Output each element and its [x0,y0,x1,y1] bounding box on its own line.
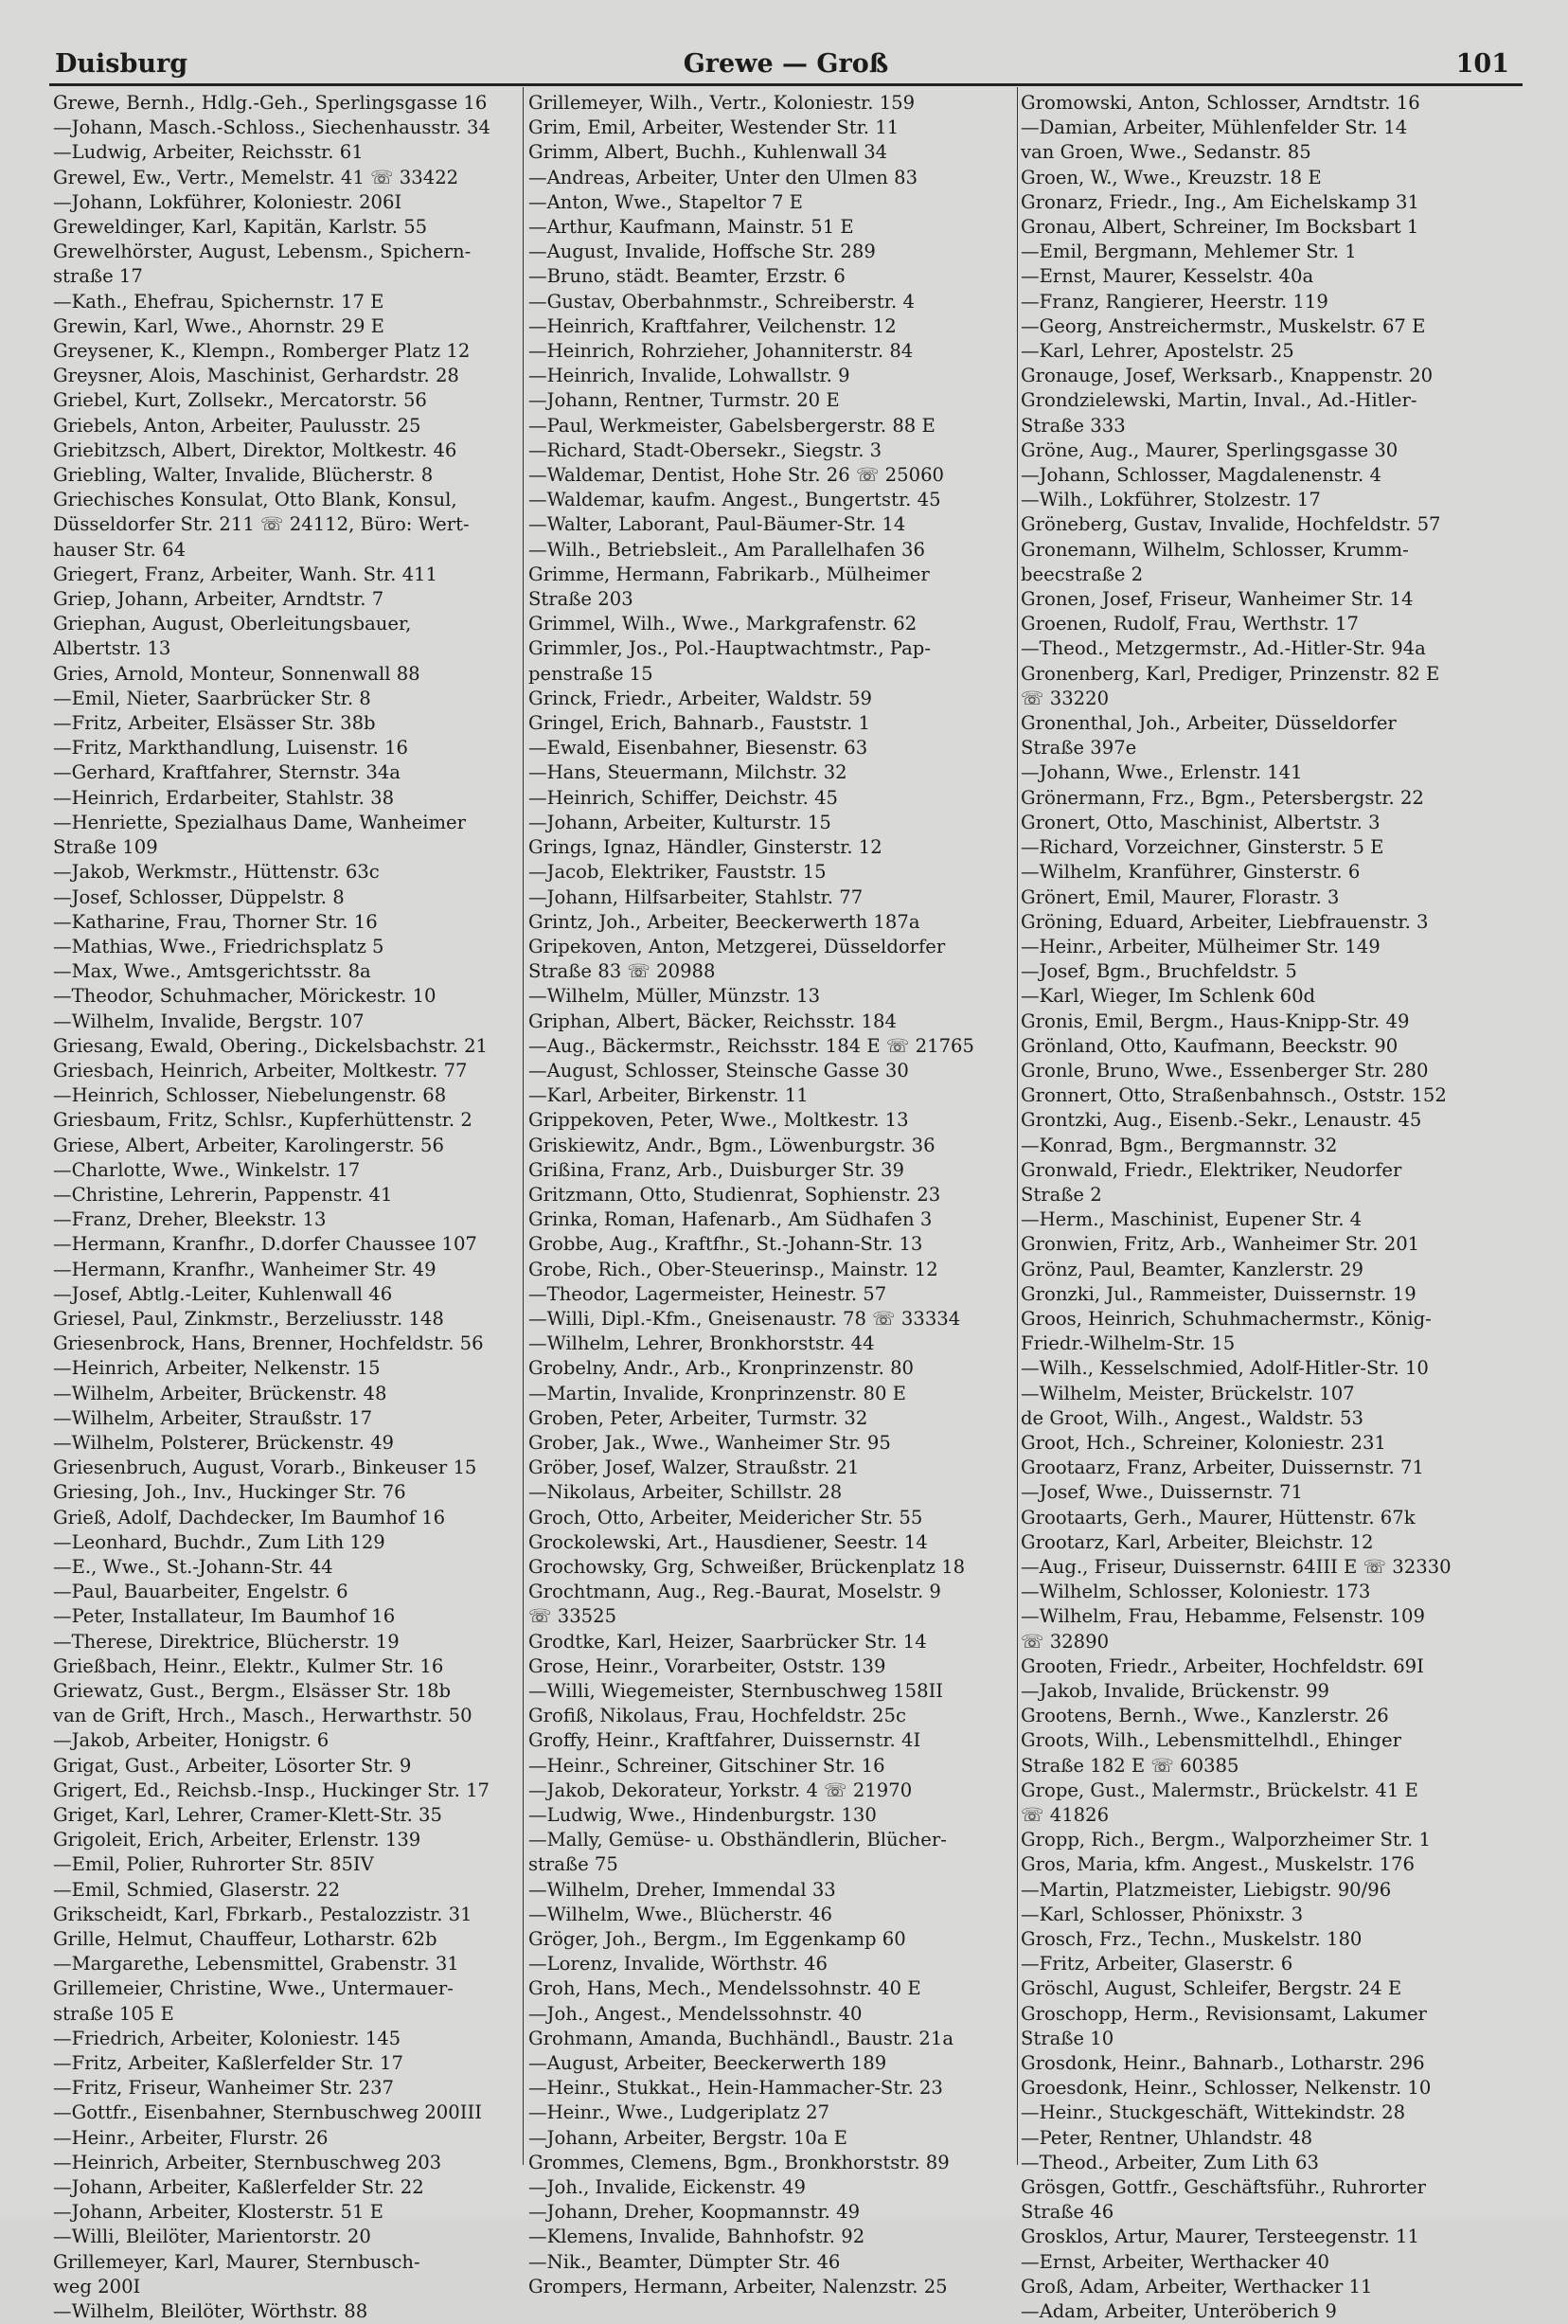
directory-entry: Grewe, Bernh., Hdlg.-Geh., Sperlingsgasse 16 [53,92,488,114]
directory-entry: —Fritz, Arbeiter, Glaserstr. 6 [1021,1953,1293,1975]
directory-entry: —Wilhelm, Lehrer, Bronkhorststr. 44 [528,1332,875,1355]
directory-entry: Grose, Heinr., Vorarbeiter, Oststr. 139 [528,1654,886,1677]
directory-entry: —Peter, Installateur, Im Baumhof 16 [53,1605,396,1628]
directory-entry: —Ernst, Arbeiter, Werthacker 40 [1021,2250,1329,2273]
directory-entry: Grieß, Adolf, Dachdecker, Im Baumhof 16 [53,1506,446,1528]
directory-entry: Grope, Gust., Malermstr., Brückelstr. 41 E [1021,1779,1418,1801]
directory-entry: Gronemann, Wilhelm, Schlosser, Krumm- [1021,538,1409,561]
directory-entry: Griskiewitz, Andr., Bgm., Löwenburgstr. 36 [528,1134,935,1156]
directory-entry: penstraße 15 [528,662,653,685]
directory-entry: —E., Wwe., St.-Johann-Str. 44 [53,1555,333,1578]
directory-entry: Gronnert, Otto, Straßenbahnsch., Oststr. 152 [1021,1084,1447,1107]
directory-entry: —Gustav, Oberbahnmstr., Schreiberstr. 4 [528,290,915,313]
directory-entry: Grootaarts, Gerh., Maurer, Hüttenstr. 67k [1021,1506,1416,1528]
directory-entry: Grofiß, Nikolaus, Frau, Hochfeldstr. 25c [528,1705,906,1727]
directory-entry: —Hermann, Kranfhr., D.dorfer Chaussee 107 [53,1233,477,1256]
column-divider [1017,87,1018,2165]
directory-entry: Groß, Adam, Arbeiter, Werthacker 11 [1021,2275,1373,2297]
directory-entry: Griebitzsch, Albert, Direktor, Moltkestr. 46 [53,438,457,461]
directory-entry: Grobbe, Aug., Kraftfhr., St.-Johann-Str. 13 [528,1233,923,1256]
directory-entry: —August, Schlosser, Steinsche Gasse 30 [528,1059,909,1082]
directory-entry: —Karl, Lehrer, Apostelstr. 25 [1021,340,1294,363]
directory-entry: Grewel, Ew., Vertr., Memelstr. 41 ☏ 33422 [53,166,459,188]
directory-entry: Grobe, Rich., Ober-Steuerinsp., Mainstr. 12 [528,1258,938,1280]
directory-entry: ☏ 41826 [1021,1804,1110,1827]
directory-entry: —Heinrich, Erdarbeiter, Stahlstr. 38 [53,786,395,809]
directory-entry: —Paul, Bauarbeiter, Engelstr. 6 [53,1581,348,1603]
directory-entry: Gronau, Albert, Schreiner, Im Bocksbart 1 [1021,216,1419,239]
directory-entry: Grootens, Bernh., Wwe., Kanzlerstr. 26 [1021,1705,1389,1727]
directory-entry: Gronen, Josef, Friseur, Wanheimer Str. 14 [1021,588,1414,611]
directory-entry: Groenen, Rudolf, Frau, Werthstr. 17 [1021,613,1359,635]
directory-entry: —Andreas, Arbeiter, Unter den Ulmen 83 [528,166,918,188]
directory-entry: Grosdonk, Heinr., Bahnarb., Lotharstr. 296 [1021,2052,1425,2075]
directory-entry: Grillemeyer, Karl, Maurer, Sternbusch- [53,2250,420,2273]
directory-entry: —Johann, Masch.-Schloss., Siechenhausstr. 34 [53,116,490,139]
directory-entry: Griegert, Franz, Arbeiter, Wanh. Str. 411 [53,563,437,585]
directory-entry: —Willi, Bleilöter, Marientorstr. 20 [53,2226,371,2248]
directory-entry: Griesbaum, Fritz, Schlsr., Kupferhüttenstr. 2 [53,1109,472,1132]
directory-entry: —Martin, Platzmeister, Liebigstr. 90/96 [1021,1878,1392,1901]
directory-entry: Grimme, Hermann, Fabrikarb., Mülheimer [528,563,930,585]
directory-entry: Grosklos, Artur, Maurer, Tersteegenstr. 11 [1021,2226,1419,2248]
directory-entry: Straße 203 [528,588,633,611]
page-header [49,47,1523,85]
directory-entry: —Wilhelm, Kranführer, Ginsterstr. 6 [1021,861,1361,884]
directory-entry: —Johann, Arbeiter, Bergstr. 10a E [528,2126,847,2149]
directory-entry: —Jacob, Elektriker, Fauststr. 15 [528,861,827,884]
directory-entry: —Theodor, Lagermeister, Heinestr. 57 [528,1282,887,1305]
directory-entry: Straße 182 E ☏ 60385 [1021,1754,1239,1777]
directory-entry: —Wilh., Kesselschmied, Adolf-Hitler-Str. 10 [1021,1357,1429,1380]
directory-entry: Straße 109 [53,836,158,859]
directory-entry: —Joh., Invalide, Eickenstr. 49 [528,2176,806,2199]
directory-entry: de Groot, Wilh., Angest., Waldstr. 53 [1021,1406,1363,1429]
directory-entry: —Nik., Beamter, Dümpter Str. 46 [528,2250,841,2273]
directory-entry: —Wilhelm, Bleilöter, Wörthstr. 88 [53,2300,368,2323]
directory-entry: —Therese, Direktrice, Blücherstr. 19 [53,1630,400,1653]
header-city: Duisburg [55,49,188,79]
directory-entry: Grillemeier, Christine, Wwe., Untermauer- [53,1977,454,2000]
directory-entry: —Emil, Bergmann, Mehlemer Str. 1 [1021,241,1357,263]
directory-entry: Grille, Helmut, Chauffeur, Lotharstr. 62b [53,1928,437,1951]
directory-entry: —Karl, Wieger, Im Schlenk 60d [1021,985,1316,1008]
directory-entry: Grommes, Clemens, Bgm., Bronkhorststr. 89 [528,2151,950,2173]
directory-entry: —Heinr., Stukkat., Hein-Hammacher-Str. 23 [528,2077,943,2100]
directory-entry: —Wilhelm, Müller, Münzstr. 13 [528,985,821,1008]
directory-entry: Griesbach, Heinrich, Arbeiter, Moltkestr. 77 [53,1059,468,1082]
directory-entry: Grillemeyer, Wilh., Vertr., Koloniestr. 159 [528,92,916,114]
directory-entry: Griebels, Anton, Arbeiter, Paulusstr. 25 [53,414,421,437]
directory-entry: —Herm., Maschinist, Eupener Str. 4 [1021,1208,1363,1231]
directory-entry: Griep, Johann, Arbeiter, Arndtstr. 7 [53,588,384,611]
directory-entry: Gröneberg, Gustav, Invalide, Hochfeldstr. 57 [1021,513,1441,536]
directory-entry: Grootaarz, Franz, Arbeiter, Duissernstr. 71 [1021,1457,1424,1479]
directory-entry: —Gerhard, Kraftfahrer, Sternstr. 34a [53,761,401,784]
directory-entry: —Martin, Invalide, Kronprinzenstr. 80 E [528,1382,906,1404]
directory-entry: —Johann, Hilfsarbeiter, Stahlstr. 77 [528,885,864,908]
directory-entry: —Mally, Gemüse- u. Obsthändlerin, Blücher- [528,1829,947,1851]
directory-entry: —Konrad, Bgm., Bergmannstr. 32 [1021,1134,1338,1156]
directory-entry: Straße 10 [1021,2027,1114,2049]
directory-entry: —Wilhelm, Frau, Hebamme, Felsenstr. 109 [1021,1605,1425,1628]
directory-entry: Grim, Emil, Arbeiter, Westender Str. 11 [528,116,900,139]
directory-entry: Greysener, K., Klempn., Romberger Platz 12 [53,340,471,363]
directory-entry: —Aug., Bäckermstr., Reichsstr. 184 E ☏ 21765 [528,1034,974,1057]
directory-entry: —Heinrich, Rohrzieher, Johanniterstr. 84 [528,340,914,363]
directory-entry: —Heinr., Schreiner, Gitschiner Str. 16 [528,1754,885,1777]
directory-entry: Gronzki, Jul., Rammeister, Duissernstr. 19 [1021,1282,1417,1305]
directory-entry: —Hans, Steuermann, Milchstr. 32 [528,761,847,784]
column-1 [53,91,553,2324]
directory-entry: Gros, Maria, kfm. Angest., Muskelstr. 176 [1021,1853,1415,1876]
directory-entry: Grigoleit, Erich, Arbeiter, Erlenstr. 139 [53,1829,421,1851]
directory-entry: Groh, Hans, Mech., Mendelssohnstr. 40 E [528,1977,921,2000]
directory-entry: —Henriette, Spezialhaus Dame, Wanheimer [53,811,467,833]
directory-entry: —Johann, Dreher, Koopmannstr. 49 [528,2201,861,2224]
directory-entry: —Heinr., Arbeiter, Mülheimer Str. 149 [1021,935,1381,957]
directory-entry: Straße 2 [1021,1183,1102,1206]
directory-entry: Griese, Albert, Arbeiter, Karolingerstr. 56 [53,1134,444,1156]
directory-entry: —Adam, Arbeiter, Unteröberich 9 [1021,2300,1337,2323]
directory-entry: Groch, Otto, Arbeiter, Meidericher Str. 55 [528,1506,923,1528]
directory-entry: Gröning, Eduard, Arbeiter, Liebfrauenstr. 3 [1021,910,1429,933]
directory-entry: —Josef, Schlosser, Düppelstr. 8 [53,885,345,908]
directory-entry: Griewatz, Gust., Bergm., Elsässer Str. 18b [53,1680,452,1702]
directory-entry: Griesing, Joh., Inv., Huckinger Str. 76 [53,1481,406,1504]
directory-entry: Grockolewski, Art., Hausdiener, Seestr. 14 [528,1530,928,1553]
directory-entry: Grönermann, Frz., Bgm., Petersbergstr. 22 [1021,786,1424,809]
directory-entry: Griget, Karl, Lehrer, Cramer-Klett-Str. 35 [53,1804,442,1827]
directory-entry: —Fritz, Arbeiter, Elsässer Str. 38b [53,712,376,735]
directory-entry: Gronarz, Friedr., Ing., Am Eichelskamp 31 [1021,190,1419,213]
directory-entry: —Gottfr., Eisenbahner, Sternbuschweg 200III [53,2101,482,2124]
directory-entry: —Ewald, Eisenbahner, Biesenstr. 63 [528,737,868,760]
directory-entry: Friedr.-Wilhelm-Str. 15 [1021,1332,1236,1355]
directory-entry: Griechisches Konsulat, Otto Blank, Konsul, [53,489,457,511]
directory-entry: —Margarethe, Lebensmittel, Grabenstr. 31 [53,1953,459,1975]
directory-entry: Gromowski, Anton, Schlosser, Arndtstr. 16 [1021,92,1420,114]
directory-entry: Grosch, Frz., Techn., Muskelstr. 180 [1021,1928,1363,1951]
directory-entry: ☏ 33525 [528,1605,617,1628]
directory-entry: Gronenthal, Joh., Arbeiter, Düsseldorfer [1021,712,1397,735]
directory-entry: —Theod., Metzgermstr., Ad.-Hitler-Str. 94a [1021,637,1426,660]
directory-entry: Grohmann, Amanda, Buchhändl., Baustr. 21a [528,2027,954,2049]
directory-entry: Grooten, Friedr., Arbeiter, Hochfeldstr. 69I [1021,1654,1424,1677]
directory-entry: Grinck, Friedr., Arbeiter, Waldstr. 59 [528,687,872,709]
directory-entry: —Wilhelm, Wwe., Blücherstr. 46 [528,1903,832,1925]
directory-entry: Grontzki, Aug., Eisenb.-Sekr., Lenaustr. 45 [1021,1109,1422,1132]
directory-entry: —Heinrich, Kraftfahrer, Veilchenstr. 12 [528,314,897,337]
directory-entry: —Friedrich, Arbeiter, Koloniestr. 145 [53,2027,401,2049]
directory-entry: straße 17 [53,265,143,288]
directory-entry: Grompers, Hermann, Arbeiter, Nalenzstr. 25 [528,2275,948,2297]
directory-entry: Griesel, Paul, Zinkmstr., Berzeliusstr. 148 [53,1307,444,1330]
directory-entry: Gröber, Josef, Walzer, Straußstr. 21 [528,1457,860,1479]
directory-entry: —Aug., Friseur, Duissernstr. 64III E ☏ 32330 [1021,1555,1452,1578]
directory-entry: —Waldemar, kaufm. Angest., Bungertstr. 45 [528,489,941,511]
directory-entry: Straße 46 [1021,2201,1114,2224]
directory-entry: —Heinr., Wwe., Ludgeriplatz 27 [528,2101,830,2124]
directory-entry: Straße 333 [1021,414,1126,437]
directory-entry: —Katharine, Frau, Thorner Str. 16 [53,910,378,933]
directory-entry: Groot, Hch., Schreiner, Koloniestr. 231 [1021,1431,1386,1454]
column-divider [523,87,524,2165]
directory-entry: —Johann, Rentner, Turmstr. 20 E [528,389,840,412]
directory-entry: Griebling, Walter, Invalide, Blücherstr. 8 [53,464,434,487]
directory-entry: —Fritz, Markthandlung, Luisenstr. 16 [53,737,408,760]
directory-entry: —Arthur, Kaufmann, Mainstr. 51 E [528,216,854,239]
directory-entry: weg 200I [53,2275,141,2297]
directory-entry: Gronwien, Fritz, Arb., Wanheimer Str. 201 [1021,1233,1420,1256]
directory-entry: Grießbach, Heinr., Elektr., Kulmer Str. 16 [53,1654,444,1677]
directory-entry: —Heinrich, Arbeiter, Nelkenstr. 15 [53,1357,381,1380]
column-3 [1021,91,1523,2324]
directory-entry: Grippekoven, Peter, Wwe., Moltkestr. 13 [528,1109,909,1132]
directory-entry: —Bruno, städt. Beamter, Erzstr. 6 [528,265,846,288]
directory-entry: Grönz, Paul, Beamter, Kanzlerstr. 29 [1021,1258,1363,1280]
directory-entry: Gronle, Bruno, Wwe., Essenberger Str. 280 [1021,1059,1429,1082]
directory-entry: Groffy, Heinr., Kraftfahrer, Duissernstr. 4I [528,1729,921,1752]
directory-entry: Grimm, Albert, Buchh., Kuhlenwall 34 [528,141,888,164]
header-range: Grewe — Groß [683,49,889,79]
directory-entry: straße 105 E [53,2002,174,2025]
directory-entry: Grikscheidt, Karl, Fbrkarb., Pestalozzistr. 31 [53,1903,472,1925]
directory-entry: —Franz, Rangierer, Heerstr. 119 [1021,290,1328,313]
directory-entry: —Willi, Wiegemeister, Sternbuschweg 158II [528,1680,944,1702]
directory-entry: —Wilhelm, Polsterer, Brückenstr. 49 [53,1431,395,1454]
directory-entry: Grondzielewski, Martin, Inval., Ad.-Hitler- [1021,389,1417,412]
directory-entry: —Theodor, Schuhmacher, Mörickestr. 10 [53,985,437,1008]
directory-entry: —Richard, Vorzeichner, Ginsterstr. 5 E [1021,836,1384,859]
directory-entry: Grodtke, Karl, Heizer, Saarbrücker Str. 14 [528,1630,927,1653]
directory-entry: —Johann, Wwe., Erlenstr. 141 [1021,761,1303,784]
directory-entry: —Jakob, Werkmstr., Hüttenstr. 63c [53,861,380,884]
directory-entry: Groots, Wilh., Lebensmittelhdl., Ehinger [1021,1729,1401,1752]
directory-entry: —Johann, Arbeiter, Kulturstr. 15 [528,811,831,833]
column-2 [528,91,1030,2299]
directory-entry: —Karl, Arbeiter, Birkenstr. 11 [528,1084,809,1107]
directory-entry: Gronert, Otto, Maschinist, Albertstr. 3 [1021,811,1381,833]
directory-entry: Straße 397e [1021,737,1137,760]
directory-entry: —Wilhelm, Schlosser, Koloniestr. 173 [1021,1581,1371,1603]
directory-entry: —Jakob, Arbeiter, Honigstr. 6 [53,1729,330,1752]
directory-entry: —Jakob, Dekorateur, Yorkstr. 4 ☏ 21970 [528,1779,913,1801]
directory-entry: Griesang, Ewald, Obering., Dickelsbachstr. 21 [53,1034,489,1057]
directory-entry: —Georg, Anstreichermstr., Muskelstr. 67 E [1021,314,1426,337]
directory-entry: Gröger, Joh., Bergm., Im Eggenkamp 60 [528,1928,906,1951]
directory-entry: —Damian, Arbeiter, Mühlenfelder Str. 14 [1021,116,1408,139]
header-rule [49,83,1523,86]
directory-entry: Greweldinger, Karl, Kapitän, Karlstr. 55 [53,216,428,239]
directory-entry: beecstraße 2 [1021,563,1144,585]
directory-entry: Groesdonk, Heinr., Schlosser, Nelkenstr. 10 [1021,2077,1432,2100]
directory-entry: —Richard, Stadt-Obersekr., Siegstr. 3 [528,438,882,461]
directory-entry: Albertstr. 13 [53,637,171,660]
directory-entry: Grimmler, Jos., Pol.-Hauptwachtmstr., Pap- [528,637,931,660]
directory-entry: Grootarz, Karl, Arbeiter, Bleichstr. 12 [1021,1530,1374,1553]
directory-entry: —Heinrich, Schlosser, Niebelungenstr. 68 [53,1084,447,1107]
directory-entry: —Klemens, Invalide, Bahnhofstr. 92 [528,2226,865,2248]
directory-entry: Grintz, Joh., Arbeiter, Beeckerwerth 187a [528,910,920,933]
directory-entry: —August, Invalide, Hoffsche Str. 289 [528,241,876,263]
directory-entry: straße 75 [528,1853,618,1876]
directory-entry: Grißina, Franz, Arb., Duisburger Str. 39 [528,1158,904,1181]
directory-entry: —Heinr., Stuckgeschäft, Wittekindstr. 28 [1021,2101,1406,2124]
directory-entry: —Ludwig, Arbeiter, Reichsstr. 61 [53,141,364,164]
directory-entry: Gronenberg, Karl, Prediger, Prinzenstr. 82 E [1021,662,1440,685]
directory-entry: —Fritz, Arbeiter, Kaßlerfelder Str. 17 [53,2052,403,2075]
directory-entry: Straße 83 ☏ 20988 [528,960,716,983]
directory-entry: Grimmel, Wilh., Wwe., Markgrafenstr. 62 [528,613,918,635]
directory-entry: —Lorenz, Invalide, Wörthstr. 46 [528,1953,828,1975]
directory-entry: —Wilhelm, Arbeiter, Straußstr. 17 [53,1406,373,1429]
directory-entry: Gronauge, Josef, Werksarb., Knappenstr. 20 [1021,365,1434,387]
directory-entry: hauser Str. 64 [53,538,187,561]
directory-entry: Grönland, Otto, Kaufmann, Beeckstr. 90 [1021,1034,1399,1057]
directory-entry: Gritzmann, Otto, Studienrat, Sophienstr. 23 [528,1183,941,1206]
directory-entry: —Anton, Wwe., Stapeltor 7 E [528,190,803,213]
directory-entry: Griphan, Albert, Bäcker, Reichsstr. 184 [528,1010,897,1032]
directory-entry: —Jakob, Invalide, Brückenstr. 99 [1021,1680,1330,1702]
directory-entry: —Emil, Schmied, Glaserstr. 22 [53,1878,341,1901]
directory-entry: —Heinrich, Arbeiter, Sternbuschweg 203 [53,2151,442,2173]
directory-entry: van de Grift, Hrch., Masch., Herwarthstr. 50 [53,1705,472,1727]
directory-entry: ☏ 32890 [1021,1630,1110,1653]
directory-entry: —Mathias, Wwe., Friedrichsplatz 5 [53,935,384,957]
directory-entry: —Josef, Abtlg.-Leiter, Kuhlenwall 46 [53,1282,393,1305]
directory-entry: —Hermann, Kranfhr., Wanheimer Str. 49 [53,1258,437,1280]
directory-entry: —Wilh., Lokführer, Stolzestr. 17 [1021,489,1321,511]
directory-entry: Greysner, Alois, Maschinist, Gerhardstr. 28 [53,365,459,387]
directory-entry: —Wilhelm, Dreher, Immendal 33 [528,1878,836,1901]
directory-entry: Gröschl, August, Schleifer, Bergstr. 24 E [1021,1977,1402,2000]
directory-entry: Groos, Heinrich, Schuhmachermstr., König- [1021,1307,1432,1330]
directory-entry: —Joh., Angest., Mendelssohnstr. 40 [528,2002,863,2025]
directory-entry: —Kath., Ehefrau, Spichernstr. 17 E [53,290,384,313]
directory-entry: Grinka, Roman, Hafenarb., Am Südhafen 3 [528,1208,933,1231]
directory-entry: —Emil, Nieter, Saarbrücker Str. 8 [53,687,371,709]
directory-entry: —Emil, Polier, Ruhrorter Str. 85IV [53,1853,374,1876]
directory-entry: —Christine, Lehrerin, Pappenstr. 41 [53,1183,393,1206]
directory-entry: Gröne, Aug., Maurer, Sperlingsgasse 30 [1021,438,1399,461]
directory-entry: —Johann, Arbeiter, Klosterstr. 51 E [53,2201,383,2224]
directory-entry: —Nikolaus, Arbeiter, Schillstr. 28 [528,1481,843,1504]
directory-entry: Grewelhörster, August, Lebensm., Spichern- [53,241,472,263]
directory-entry: —Waldemar, Dentist, Hohe Str. 26 ☏ 25060 [528,464,945,487]
directory-entry: Grigert, Ed., Reichsb.-Insp., Huckinger Str. 17 [53,1779,490,1801]
directory-entry: Gries, Arnold, Monteur, Sonnenwall 88 [53,662,420,685]
directory-entry: —Ernst, Maurer, Kesselstr. 40a [1021,265,1314,288]
directory-entry: —Franz, Dreher, Bleekstr. 13 [53,1208,327,1231]
directory-entry: Grochtmann, Aug., Reg.-Baurat, Moselstr. 9 [528,1581,941,1603]
directory-entry: Groen, W., Wwe., Kreuzstr. 18 E [1021,166,1322,188]
directory-entry: Grings, Ignaz, Händler, Ginsterstr. 12 [528,836,882,859]
directory-entry: —Willi, Dipl.-Kfm., Gneisenaustr. 78 ☏ 33334 [528,1307,961,1330]
directory-entry: Gringel, Erich, Bahnarb., Fauststr. 1 [528,712,870,735]
directory-entry: —Wilhelm, Invalide, Bergstr. 107 [53,1010,365,1032]
directory-entry: —Paul, Werkmeister, Gabelsbergerstr. 88 E [528,414,935,437]
directory-entry: —Josef, Bgm., Bruchfeldstr. 5 [1021,960,1297,983]
directory-entry: —Walter, Laborant, Paul-Bäumer-Str. 14 [528,513,906,536]
directory-entry: —Wilhelm, Meister, Brückelstr. 107 [1021,1382,1355,1404]
directory-entry: —Charlotte, Wwe., Winkelstr. 17 [53,1158,361,1181]
directory-entry: —Wilhelm, Arbeiter, Brückenstr. 48 [53,1382,387,1404]
directory-entry: —Johann, Lokführer, Koloniestr. 206I [53,190,402,213]
directory-entry: Düsseldorfer Str. 211 ☏ 24112, Büro: Wert- [53,513,470,536]
directory-entry: Groben, Peter, Arbeiter, Turmstr. 32 [528,1406,868,1429]
directory-entry: —Leonhard, Buchdr., Zum Lith 129 [53,1530,385,1553]
directory-entry: —Wilh., Betriebsleit., Am Parallelhafen 36 [528,538,925,561]
directory-entry: ☏ 33220 [1021,687,1110,709]
directory-entry: —Johann, Arbeiter, Kaßlerfelder Str. 22 [53,2176,424,2199]
directory-entry: Griebel, Kurt, Zollsekr., Mercatorstr. 56 [53,389,427,412]
directory-entry: Griesenbrock, Hans, Brenner, Hochfeldstr. 56 [53,1332,484,1355]
directory-entry: —Karl, Schlosser, Phönixstr. 3 [1021,1903,1304,1925]
directory-entry: —Peter, Rentner, Uhlandstr. 48 [1021,2126,1313,2149]
directory-entry: Grösgen, Gottfr., Geschäftsführ., Ruhrorter [1021,2176,1426,2199]
directory-entry: Grigat, Gust., Arbeiter, Lösorter Str. 9 [53,1754,412,1777]
directory-entry: van Groen, Wwe., Sedanstr. 85 [1021,141,1311,164]
directory-entry: Griephan, August, Oberleitungsbauer, [53,613,412,635]
directory-entry: —Johann, Schlosser, Magdalenenstr. 4 [1021,464,1381,487]
directory-entry: —Heinrich, Invalide, Lohwallstr. 9 [528,365,850,387]
directory-entry: Griesenbruch, August, Vorarb., Binkeuser 15 [53,1457,477,1479]
directory-entry: Grochowsky, Grg, Schweißer, Brückenplatz 18 [528,1555,966,1578]
directory-entry: Groschopp, Herm., Revisionsamt, Lakumer [1021,2002,1427,2025]
directory-entry: —Fritz, Friseur, Wanheimer Str. 237 [53,2077,394,2100]
directory-entry: —Ludwig, Wwe., Hindenburgstr. 130 [528,1804,877,1827]
directory-entry: —Theod., Arbeiter, Zum Lith 63 [1021,2151,1319,2173]
page-number: 101 [1455,49,1509,79]
directory-entry: Grewin, Karl, Wwe., Ahornstr. 29 E [53,314,384,337]
directory-entry: —August, Arbeiter, Beeckerwerth 189 [528,2052,887,2075]
directory-entry: Grönert, Emil, Maurer, Florastr. 3 [1021,885,1340,908]
directory-entry: —Josef, Wwe., Duissernstr. 71 [1021,1481,1303,1504]
directory-entry: —Max, Wwe., Amtsgerichtsstr. 8a [53,960,371,983]
directory-entry: Gropp, Rich., Bergm., Walporzheimer Str. 1 [1021,1829,1431,1851]
directory-entry: Gronis, Emil, Bergm., Haus-Knipp-Str. 49 [1021,1010,1410,1032]
directory-entry: Grober, Jak., Wwe., Wanheimer Str. 95 [528,1431,891,1454]
directory-entry: Gronwald, Friedr., Elektriker, Neudorfer [1021,1158,1402,1181]
directory-entry: Gripekoven, Anton, Metzgerei, Düsseldorfer [528,935,946,957]
directory-entry: Grobelny, Andr., Arb., Kronprinzenstr. 80 [528,1357,914,1380]
directory-entry: —Heinr., Arbeiter, Flurstr. 26 [53,2126,329,2149]
directory-entry: —Heinrich, Schiffer, Deichstr. 45 [528,786,839,809]
